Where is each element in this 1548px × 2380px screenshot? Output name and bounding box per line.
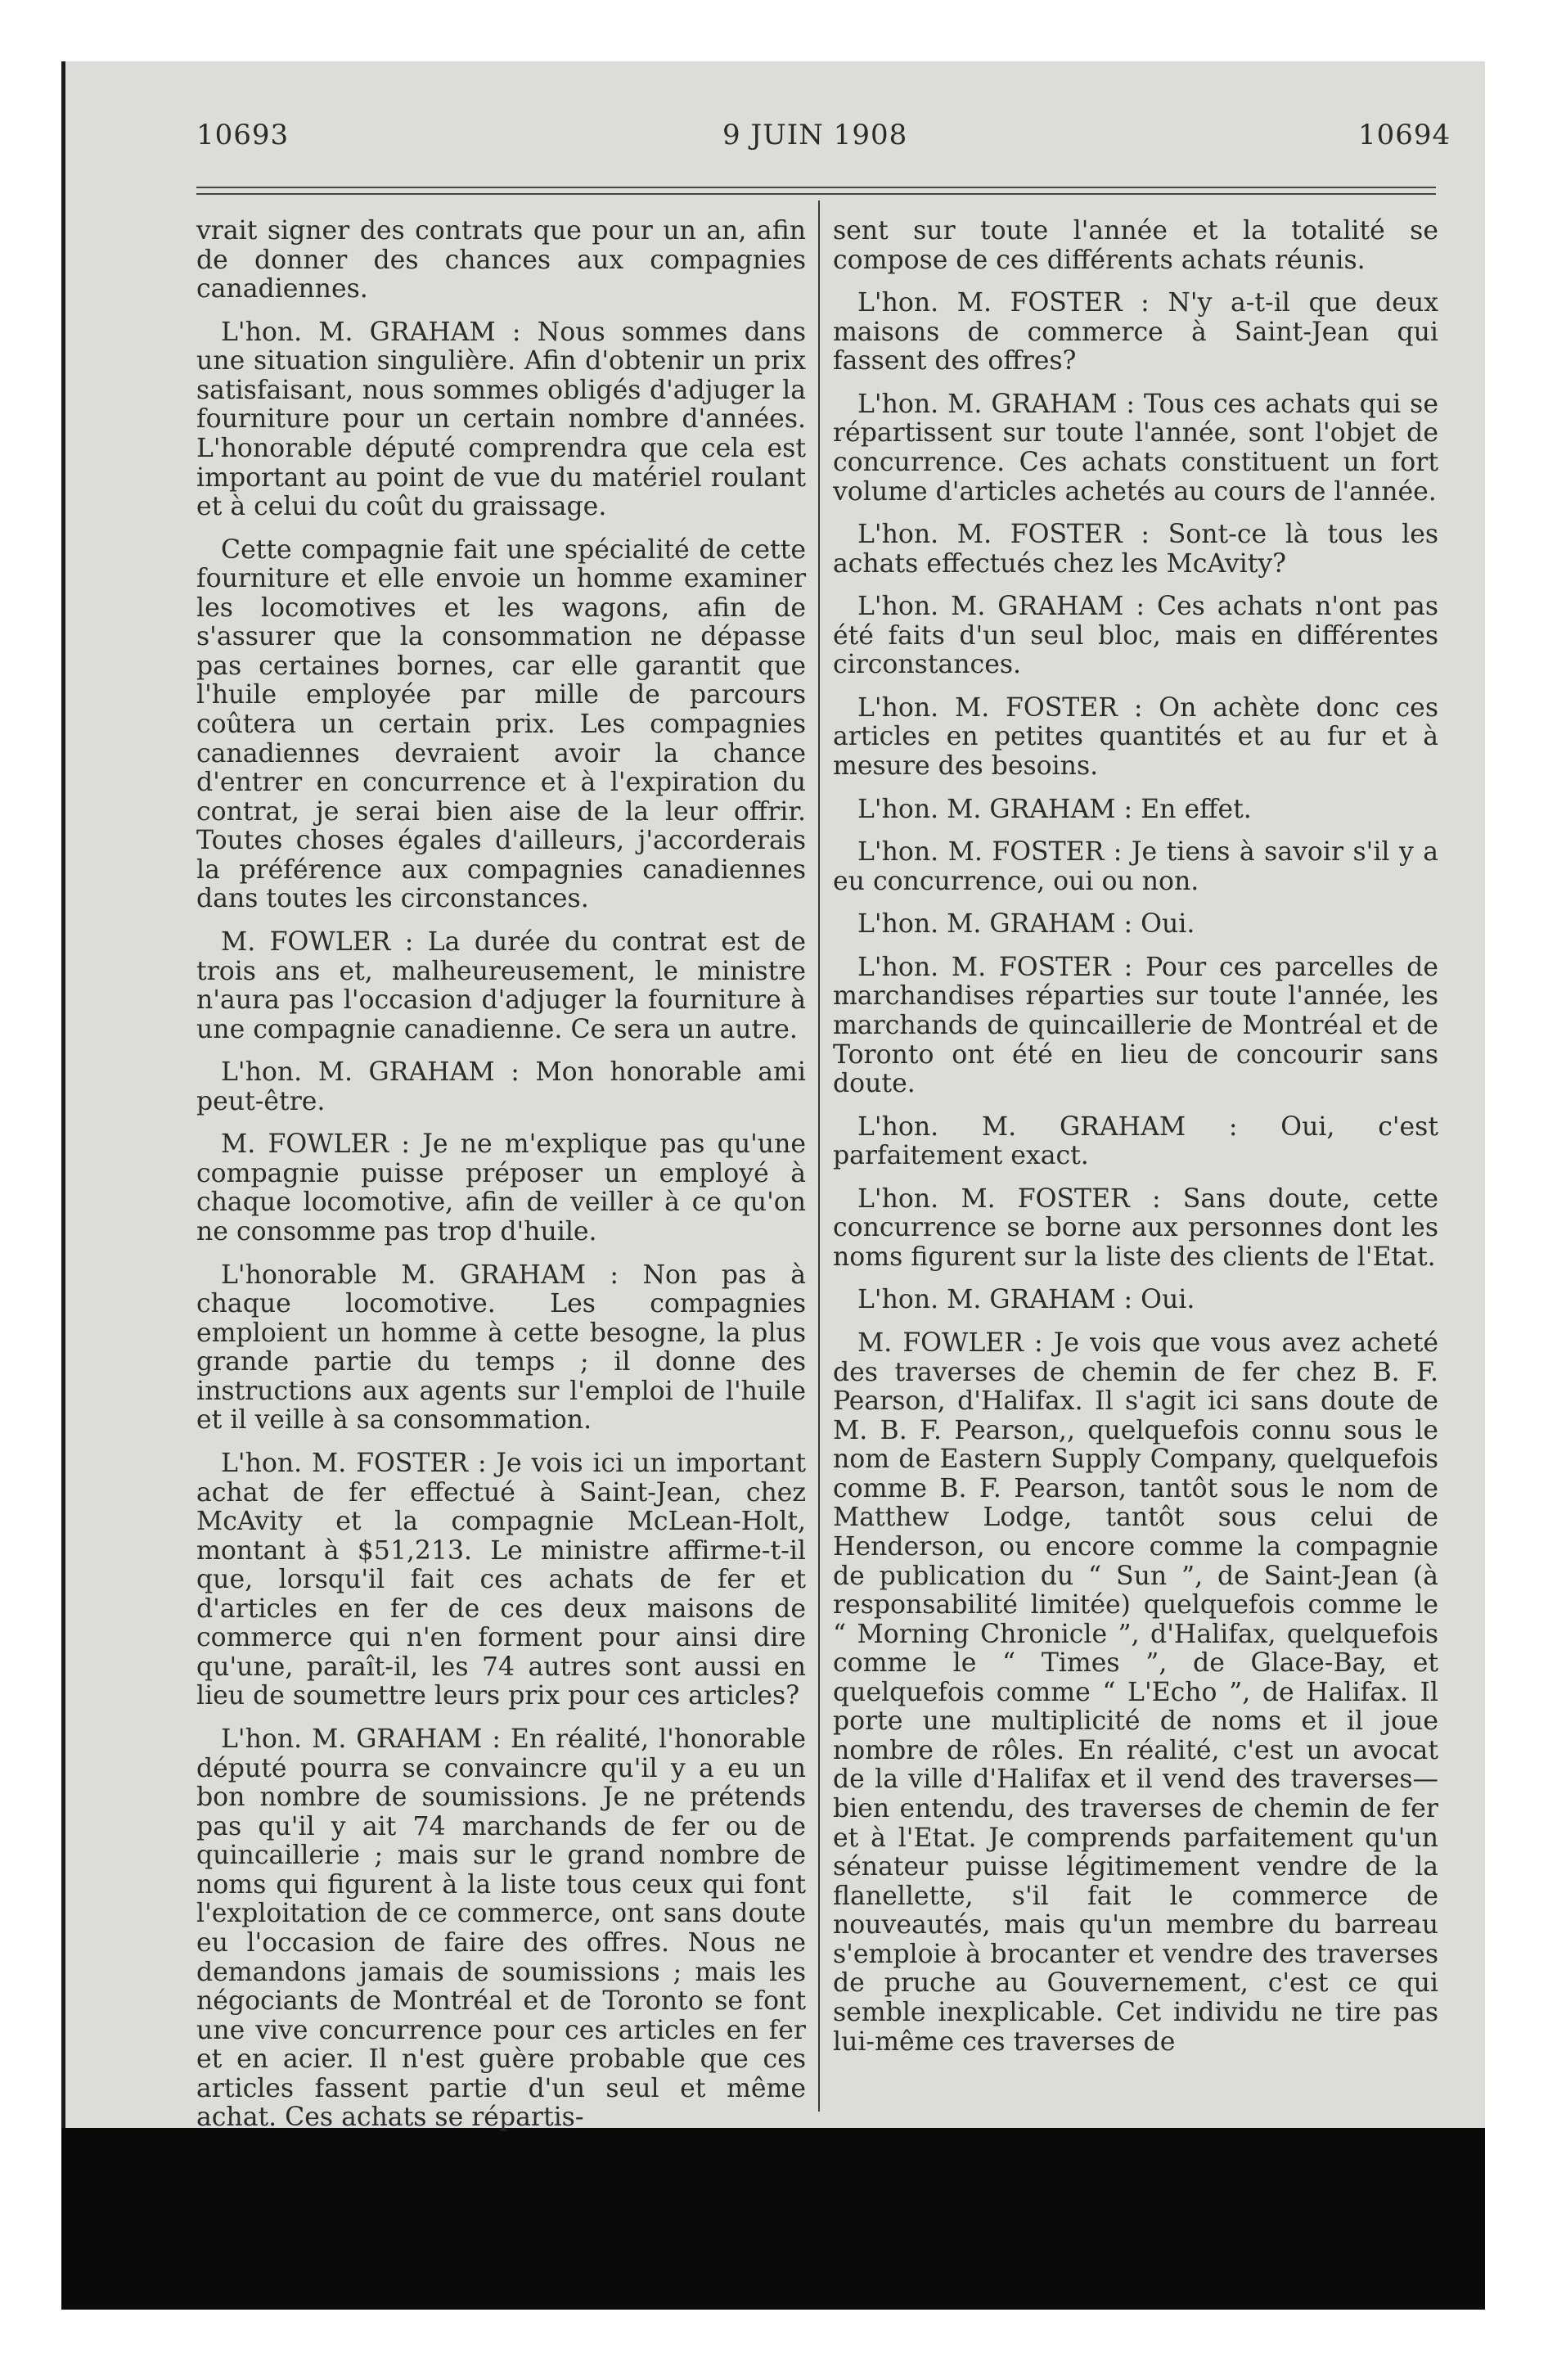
- left-column: [196, 217, 806, 2147]
- paragraph: L'hon. M. FOSTER : Pour ces parcelles de marchandises réparties sur toute l'année, les marchands de quincaillerie de Montréal et de Toronto ont été en lieu de concourir sans doute.: [833, 952, 1438, 1099]
- paragraph: L'hon. M. FOSTER : On achète donc ces articles en petites quantités et au fur et à mesure des besoins.: [833, 692, 1438, 781]
- paragraph: L'hon. M. FOSTER : N'y a-t-il que deux maisons de commerce à Saint-Jean qui fassent des offres?: [833, 288, 1438, 376]
- paragraph: M. FOWLER : Je vois que vous avez acheté des traverses de chemin de fer chez B. F. Pearson, d'Halifax. Il s'agit ici sans doute de M. B. F. Pearson,, quelquefois connu sous le nom de Eastern Supply Company, quelquefois comme B. F. Pearson, tantôt sous le nom de Matthew Lodge, tantôt sous celui de Henderson, ou encore comme la compagnie de publication du “ Sun ”, de Saint-Jean (à responsabilité limitée) quelquefois comme le “ Morning Chronicle ”, d'Halifax, quelquefois comme le “ Times ”, de Glace-Bay, et quelquefois comme “ L'Echo ”, de Halifax. Il porte une multiplicité de noms et il joue nombre de rôles. En réalité, c'est un avocat de la ville d'Halifax et il vend des traverses— bien entendu, des traverses de chemin de fer et à l'Etat. Je comprends parfaitement qu'un sénateur puisse légitimement vendre de la flanellette, s'il fait le commerce de nouveautés, mais qu'un membre du barreau s'emploie à brocanter et vendre des traverses de pruche au Gouvernement, c'est ce qui semble inexplicable. Cet individu ne tire pas lui-même ces traverses de: [833, 1328, 1438, 2057]
- paragraph: L'hon. M. GRAHAM : En réalité, l'honorable député pourra se convaincre qu'il y a eu un bon nombre de soumissions. Je ne prétends pas qu'il y ait 74 marchands de fer ou de quincaillerie ; mais sur le grand nombre de noms qui figurent à la liste tous ceux qui font l'exploitation de ce commerce, ont sans doute eu l'occasion de faire des offres. Nous ne demandons jamais de soumissions ; mais les négociants de Montréal et de Toronto se font une vive concurrence pour ces articles en fer et en acier. Il n'est guère probable que ces articles fassent partie d'un seul et même achat. Ces achats se répartis-: [196, 1724, 806, 2133]
- paragraph: L'hon. M. FOSTER : Je vois ici un important achat de fer effectué à Saint-Jean, chez McAvity et la compagnie McLean-Holt, montant à $51,213. Le ministre affirme-t-il que, lorsqu'il fait ces achats de fer et d'articles en fer de ces deux maisons de commerce qui n'en forment pour ainsi dire qu'une, paraît-il, les 74 autres sont aussi en lieu de soumettre leurs prix pour ces articles?: [196, 1448, 806, 1711]
- paragraph: Cette compagnie fait une spécialité de cette fourniture et elle envoie un homme examiner les locomotives et les wagons, afin de s'assurer que la consommation ne dépasse pas certaines bornes, car elle garantit que l'huile employée par mille de parcours coûtera un certain prix. Les compagnies canadiennes devraient avoir la chance d'entrer en concurrence et à l'expiration du contrat, je serai bien aise de la leur offrir. Toutes choses égales d'ailleurs, j'accorderais la préférence aux compagnies canadiennes dans toutes les circonstances.: [196, 534, 806, 914]
- scan-border: [61, 2128, 1485, 2310]
- paragraph: M. FOWLER : Je ne m'explique pas qu'une compagnie puisse préposer un employé à chaque locomotive, afin de veiller à ce qu'on ne consomme pas trop d'huile.: [196, 1129, 806, 1246]
- paragraph: L'hon. M. FOSTER : Sans doute, cette concurrence se borne aux personnes dont les noms figurent sur la liste des clients de l'Etat.: [833, 1183, 1438, 1272]
- right-column: [833, 217, 1438, 2071]
- paragraph: L'hon. M. GRAHAM : Oui.: [857, 1285, 1195, 1315]
- page-number-right: 10694: [1358, 119, 1451, 151]
- paragraph: L'honorable M. GRAHAM : Non pas à chaque locomotive. Les compagnies emploient un homme à cette besogne, la plus grande partie du temps ; il donne des instructions aux agents sur l'emploi de l'huile et il veille à sa consommation.: [196, 1260, 806, 1436]
- paragraph: M. FOWLER : La durée du contrat est de trois ans et, malheureusement, le ministre n'aura pas l'occasion d'adjuger la fourniture à une compagnie canadienne. Ce sera un autre.: [196, 926, 806, 1044]
- paragraph: vrait signer des contrats que pour un an, afin de donner des chances aux compagnies canadiennes.: [196, 216, 806, 304]
- paragraph: L'hon. M. FOSTER : Je tiens à savoir s'il y a eu concurrence, oui ou non.: [833, 837, 1438, 896]
- paragraph: L'hon. M. GRAHAM : Mon honorable ami peut-être.: [196, 1057, 806, 1116]
- paragraph: L'hon. M. FOSTER : Sont-ce là tous les achats effectués chez les McAvity?: [833, 520, 1438, 579]
- page-number-left: 10693: [196, 119, 290, 151]
- column-divider: [818, 201, 820, 2112]
- paragraph: L'hon. M. GRAHAM : En effet.: [857, 794, 1252, 824]
- page-date: 9 JUIN 1908: [722, 119, 908, 151]
- header-rule: [196, 193, 1436, 195]
- paragraph: L'hon. M. GRAHAM : Oui, c'est parfaitement exact.: [833, 1111, 1438, 1171]
- header-rule: [196, 187, 1436, 188]
- paragraph: sent sur toute l'année et la totalité se compose de ces différents achats réunis.: [833, 216, 1438, 275]
- paragraph: L'hon. M. GRAHAM : Ces achats n'ont pas été faits d'un seul bloc, mais en différentes circonstances.: [833, 592, 1438, 680]
- paragraph: L'hon. M. GRAHAM : Nous sommes dans une situation singulière. Afin d'obtenir un prix satisfaisant, nous sommes obligés d'adjuger la fourniture pour un certain nombre d'années. L'honorable député comprendra que cela est important au point de vue du matériel roulant et à celui du coût du graissage.: [196, 317, 806, 522]
- paragraph: L'hon. M. GRAHAM : Oui.: [857, 909, 1195, 940]
- paragraph: L'hon. M. GRAHAM : Tous ces achats qui se répartissent sur toute l'année, sont l'objet de concurrence. Ces achats constituent un fort volume d'articles achetés au cours de l'année.: [833, 389, 1438, 507]
